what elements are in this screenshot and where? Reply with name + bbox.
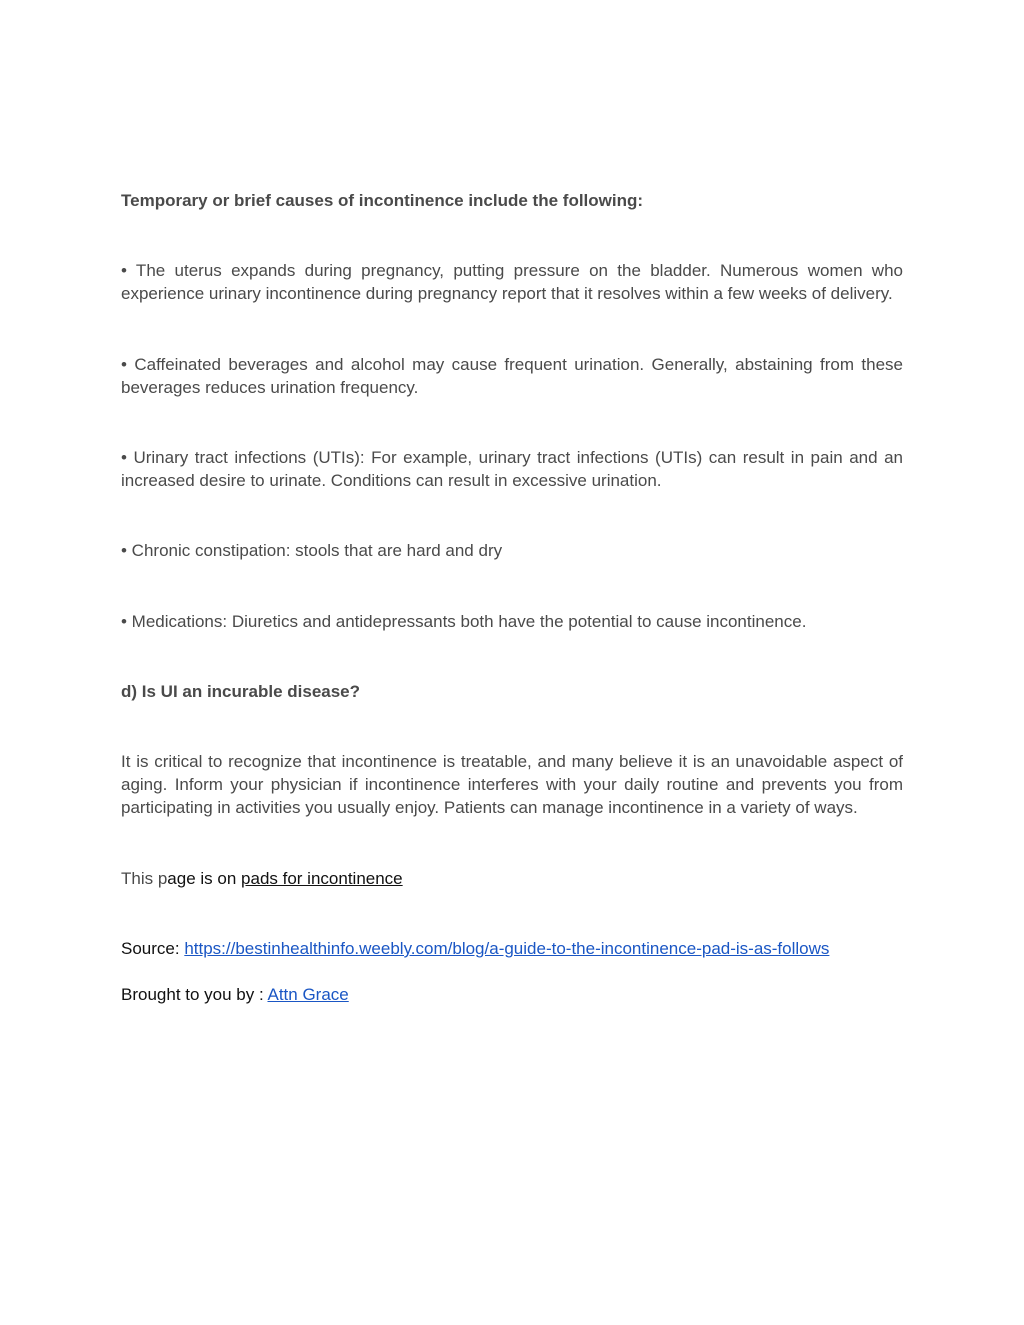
source-line bbox=[121, 937, 903, 960]
page-on-prefix-dark: age is on bbox=[167, 868, 242, 888]
attn-grace-link[interactable]: Attn Grace bbox=[267, 985, 349, 1005]
source-label: Source: bbox=[121, 938, 185, 958]
spacer bbox=[121, 399, 903, 446]
bullet-uti: • Urinary tract infections (UTIs): For example, urinary tract infections (UTIs) can result in pain and an increased desire to urinate. Conditions can result in excessive urination. bbox=[121, 448, 903, 491]
page-on-line bbox=[121, 867, 903, 890]
bullet-caffeine: • Caffeinated beverages and alcohol may cause frequent urination. Generally, abstaining from these beverages reduces urination frequency. bbox=[121, 354, 903, 397]
bullet-pregnancy: • The uterus expands during pregnancy, putting pressure on the bladder. Numerous women who experience urinary incontinence during pregnancy report that it resolves within a few weeks of delivery. bbox=[121, 261, 903, 304]
bullet-constipation: • Chronic constipation: stools that are hard and dry bbox=[121, 541, 503, 561]
brought-by-line bbox=[121, 983, 903, 1006]
pads-for-incontinence-link[interactable]: pads for incontinence bbox=[241, 868, 403, 888]
treatable-paragraph: It is critical to recognize that incontinence is treatable, and many believe it is an unavoidable aspect of aging. Inform your physician if incontinence interferes with your daily routine and prevents you from participating in activities you usually enjoy. Patients can manage incontinence in a variety of ways. bbox=[121, 752, 903, 818]
causes-heading: Temporary or brief causes of incontinence include the following: bbox=[121, 191, 644, 210]
spacer bbox=[121, 563, 903, 610]
spacer bbox=[121, 212, 903, 259]
spacer bbox=[121, 820, 903, 867]
spacer bbox=[121, 890, 903, 937]
source-link[interactable]: https://bestinhealthinfo.weebly.com/blog/a-guide-to-the-incontinence-pad-is-as-follows bbox=[184, 938, 830, 958]
spacer bbox=[121, 306, 903, 353]
spacer bbox=[121, 492, 903, 539]
bullet-medications: • Medications: Diuretics and antidepressants both have the potential to cause incontinence. bbox=[121, 611, 807, 631]
incurable-heading: d) Is UI an incurable disease? bbox=[121, 681, 361, 701]
spacer bbox=[121, 703, 903, 750]
document-page bbox=[121, 189, 903, 1006]
spacer bbox=[121, 633, 903, 680]
spacer bbox=[121, 960, 903, 983]
page-on-prefix: This p bbox=[121, 868, 168, 888]
brought-by-label: Brought to you by : bbox=[121, 985, 268, 1005]
